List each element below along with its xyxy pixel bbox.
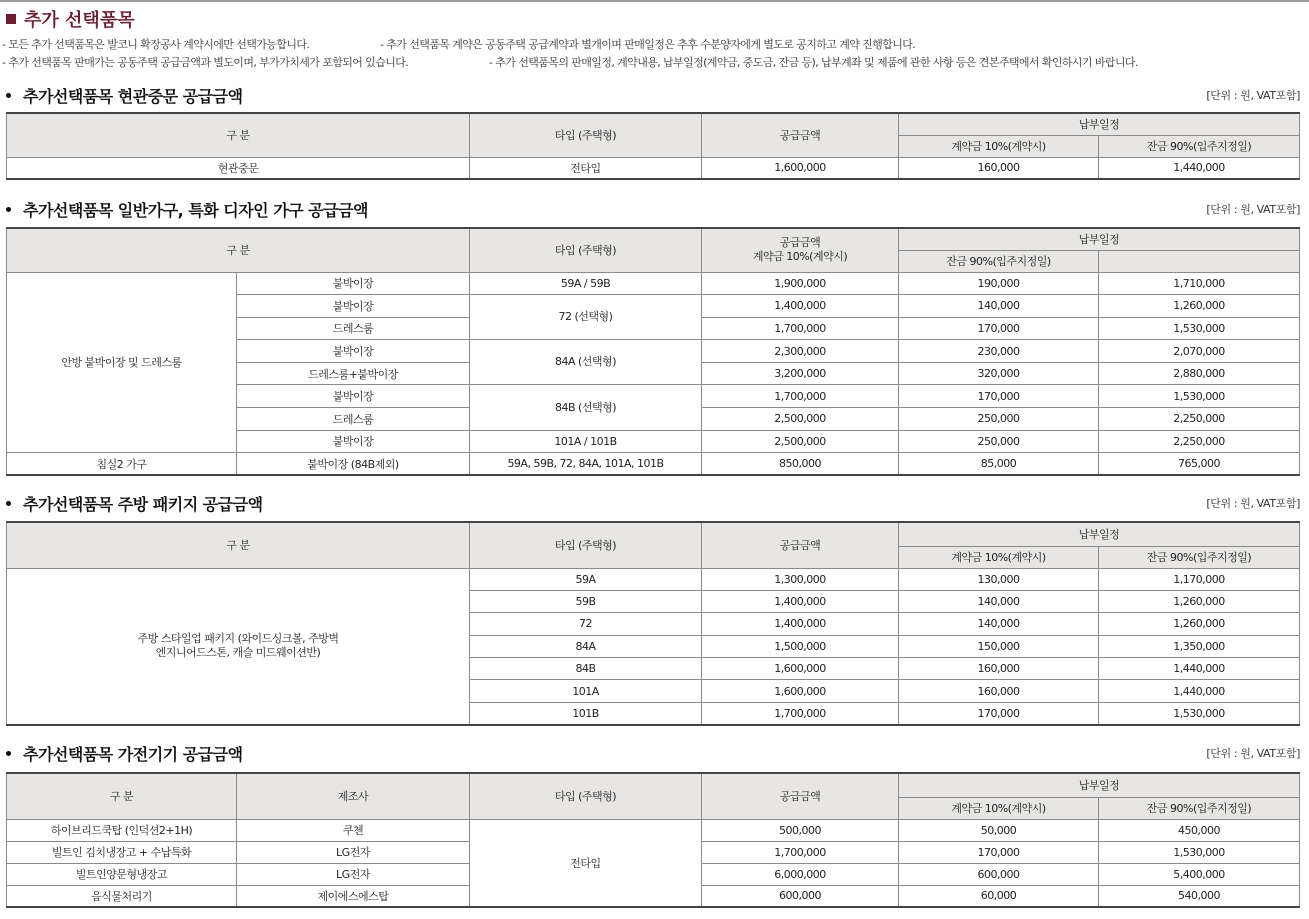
header-gubun: 구 분 <box>7 522 470 568</box>
price-cell: 1,600,000 <box>702 680 899 702</box>
type-cell: 전타입 <box>470 819 702 907</box>
header-schedule: 납부일정 <box>899 113 1300 135</box>
deposit-cell: 320,000 <box>899 362 1099 385</box>
header-deposit: 계약금 10%(계약시) <box>899 797 1099 819</box>
price-cell: 3,200,000 <box>702 362 899 385</box>
price-cell: 1,700,000 <box>702 702 899 724</box>
balance-cell: 2,070,000 <box>1099 340 1300 363</box>
price-cell: 1,400,000 <box>702 613 899 635</box>
header-schedule: 납부일정 <box>899 228 1300 250</box>
section-3-header <box>6 490 1300 516</box>
deposit-cell: 230,000 <box>899 340 1099 363</box>
deposit-cell: 170,000 <box>899 702 1099 724</box>
page-title <box>6 6 135 32</box>
deposit-cell: 150,000 <box>899 635 1099 657</box>
maker-cell: LG전자 <box>237 841 470 863</box>
price-cell: 2,300,000 <box>702 340 899 363</box>
balance-cell: 2,250,000 <box>1099 408 1300 431</box>
price-cell: 1,500,000 <box>702 635 899 657</box>
item-cell: 붙박이장 (84B제외) <box>237 453 470 476</box>
item-cell: 빌트인양문형냉장고 <box>7 863 237 885</box>
unit-label: [단위 : 원, VAT포함] <box>1206 497 1300 510</box>
price-cell: 1,400,000 <box>702 590 899 612</box>
type-cell: 전타입 <box>470 157 702 179</box>
balance-cell: 1,440,000 <box>1099 157 1300 179</box>
item-cell: 현관중문 <box>7 157 470 179</box>
item-cell: 붙박이장 <box>237 295 470 318</box>
balance-cell: 1,440,000 <box>1099 680 1300 702</box>
header-maker: 제조사 <box>237 773 470 819</box>
item-cell: 붙박이장 <box>237 430 470 453</box>
price-cell: 1,400,000 <box>702 295 899 318</box>
table-row <box>7 819 1300 841</box>
header-price-line1: 공급금액 <box>779 236 821 250</box>
type-cell: 101A / 101B <box>470 430 702 453</box>
type-cell: 59A <box>470 568 702 590</box>
type-cell: 59B <box>470 590 702 612</box>
section-3-title-text: 추가선택품목 주방 패키지 공급금액 <box>23 494 263 514</box>
header-balance: 잔금 90%(입주지정일) <box>899 250 1099 272</box>
header-price: 공급금액 <box>702 522 899 568</box>
maker-cell: LG전자 <box>237 863 470 885</box>
type-cell: 101B <box>470 702 702 724</box>
balance-cell: 1,350,000 <box>1099 635 1300 657</box>
price-cell: 1,600,000 <box>702 157 899 179</box>
deposit-cell: 190,000 <box>899 272 1099 295</box>
item-cell: 드레스룸 <box>237 408 470 431</box>
note-3: - 추가 선택품목 판매가는 공동주택 공급금액과 별도이며, 부가가치세가 포함되어 있습니다. <box>2 56 409 69</box>
balance-cell: 1,260,000 <box>1099 590 1300 612</box>
header-type: 타입 (주택형) <box>470 113 702 157</box>
header-empty <box>1099 250 1300 272</box>
item-cell: 음식물처리기 <box>7 885 237 907</box>
bullet-icon <box>6 207 11 212</box>
balance-cell: 5,400,000 <box>1099 863 1300 885</box>
header-deposit: 계약금 10%(계약시) <box>899 546 1099 568</box>
price-cell: 2,500,000 <box>702 430 899 453</box>
table-row <box>7 157 1300 179</box>
type-cell: 59A, 59B, 72, 84A, 101A, 101B <box>470 453 702 476</box>
type-cell: 101A <box>470 680 702 702</box>
top-divider <box>0 0 1309 2</box>
deposit-cell: 160,000 <box>899 157 1099 179</box>
balance-cell: 1,170,000 <box>1099 568 1300 590</box>
deposit-cell: 50,000 <box>899 819 1099 841</box>
type-cell: 84A <box>470 635 702 657</box>
balance-cell: 1,530,000 <box>1099 385 1300 408</box>
deposit-cell: 250,000 <box>899 430 1099 453</box>
deposit-cell: 85,000 <box>899 453 1099 476</box>
deposit-cell: 170,000 <box>899 317 1099 340</box>
section-2-title <box>6 198 368 221</box>
maker-cell: 쿠첸 <box>237 819 470 841</box>
item-cell: 붙박이장 <box>237 340 470 363</box>
section-1-title-text: 추가선택품목 현관중문 공급금액 <box>23 86 243 106</box>
notes-row-2 <box>2 54 1302 72</box>
section-4-header <box>6 740 1300 766</box>
price-cell: 1,600,000 <box>702 658 899 680</box>
square-bullet-icon <box>6 14 16 24</box>
item-cell: 하이브리드쿡탑 (인덕션2+1H) <box>7 819 237 841</box>
section-2-title-text: 추가선택품목 일반가구, 특화 디자인 가구 공급금액 <box>23 200 369 220</box>
note-2: - 추가 선택품목 계약은 공동주택 공급계약과 별개이며 판매일정은 추후 수분양자에게 별도로 공지하고 계약 진행합니다. <box>380 38 916 51</box>
header-gubun: 구 분 <box>7 113 470 157</box>
item-cell: 붙박이장 <box>237 385 470 408</box>
header-price: 공급금액 <box>702 773 899 819</box>
header-balance: 잔금 90%(입주지정일) <box>1099 797 1300 819</box>
type-cell: 84B (선택형) <box>470 385 702 430</box>
maker-cell: 제이에스에스탑 <box>237 885 470 907</box>
deposit-cell: 250,000 <box>899 408 1099 431</box>
type-cell: 84A (선택형) <box>470 340 702 385</box>
price-cell: 600,000 <box>702 885 899 907</box>
balance-cell: 540,000 <box>1099 885 1300 907</box>
table-row <box>7 272 1300 295</box>
item-cell: 드레스룸+붙박이장 <box>237 362 470 385</box>
price-cell: 1,900,000 <box>702 272 899 295</box>
section-4-title-text: 추가선택품목 가전기기 공급금액 <box>23 744 243 764</box>
header-schedule: 납부일정 <box>899 522 1300 546</box>
deposit-cell: 170,000 <box>899 385 1099 408</box>
notes-block <box>2 36 1302 72</box>
deposit-cell: 60,000 <box>899 885 1099 907</box>
appliance-table <box>6 772 1300 908</box>
balance-cell: 765,000 <box>1099 453 1300 476</box>
balance-cell: 1,440,000 <box>1099 658 1300 680</box>
item-cell: 빌트인 김치냉장고 + 수납특화 <box>7 841 237 863</box>
section-3-title <box>6 492 263 515</box>
deposit-cell: 600,000 <box>899 863 1099 885</box>
unit-label: [단위 : 원, VAT포함] <box>1206 89 1300 102</box>
unit-label: [단위 : 원, VAT포함] <box>1206 203 1300 216</box>
furniture-table <box>6 227 1300 476</box>
bullet-icon <box>6 501 11 506</box>
group-cell: 주방 스타일업 패키지 (와이드싱크볼, 주방벽 엔지니어드스톤, 캐슬 미드웨이션반) <box>7 568 470 725</box>
table-row <box>7 453 1300 476</box>
entrance-door-table <box>6 112 1300 180</box>
bullet-icon <box>6 751 11 756</box>
balance-cell: 1,530,000 <box>1099 317 1300 340</box>
header-schedule: 납부일정 <box>899 773 1300 797</box>
header-gubun: 구 분 <box>7 773 237 819</box>
price-cell: 500,000 <box>702 819 899 841</box>
deposit-cell: 140,000 <box>899 613 1099 635</box>
deposit-cell: 140,000 <box>899 590 1099 612</box>
kitchen-package-table <box>6 521 1300 726</box>
note-4: - 추가 선택품목의 판매일정, 계약내용, 납부일정(계약금, 중도금, 잔금 등), 납부계좌 및 제품에 관한 사항 등은 견본주택에서 확인하시기 바랍니다. <box>489 56 1138 69</box>
section-1-title <box>6 84 243 107</box>
deposit-cell: 130,000 <box>899 568 1099 590</box>
note-1: - 모든 추가 선택품목은 발코니 확장공사 계약시에만 선택가능합니다. <box>2 38 310 51</box>
item-cell: 붙박이장 <box>237 272 470 295</box>
header-deposit: 계약금 10%(계약시) <box>899 135 1099 157</box>
section-4-title <box>6 742 243 765</box>
header-price <box>702 228 899 272</box>
balance-cell: 1,260,000 <box>1099 613 1300 635</box>
header-balance: 잔금 90%(입주지정일) <box>1099 135 1300 157</box>
group-cell: 침실2 가구 <box>7 453 237 476</box>
section-2-header <box>6 196 1300 222</box>
table-row <box>7 568 1300 590</box>
balance-cell: 450,000 <box>1099 819 1300 841</box>
price-cell: 6,000,000 <box>702 863 899 885</box>
balance-cell: 1,710,000 <box>1099 272 1300 295</box>
balance-cell: 1,530,000 <box>1099 841 1300 863</box>
price-cell: 2,500,000 <box>702 408 899 431</box>
price-cell: 1,700,000 <box>702 317 899 340</box>
section-1-header <box>6 82 1300 108</box>
deposit-cell: 170,000 <box>899 841 1099 863</box>
item-cell: 드레스룸 <box>237 317 470 340</box>
notes-row-1 <box>2 36 1302 54</box>
bullet-icon <box>6 93 11 98</box>
unit-label: [단위 : 원, VAT포함] <box>1206 747 1300 760</box>
header-price: 공급금액 <box>702 113 899 157</box>
deposit-cell: 140,000 <box>899 295 1099 318</box>
deposit-cell: 160,000 <box>899 680 1099 702</box>
header-balance: 잔금 90%(입주지정일) <box>1099 546 1300 568</box>
price-cell: 1,700,000 <box>702 841 899 863</box>
header-type: 타입 (주택형) <box>470 522 702 568</box>
deposit-cell: 160,000 <box>899 658 1099 680</box>
price-cell: 1,300,000 <box>702 568 899 590</box>
type-cell: 72 <box>470 613 702 635</box>
price-cell: 850,000 <box>702 453 899 476</box>
page-title-text: 추가 선택품목 <box>24 10 135 31</box>
balance-cell: 1,260,000 <box>1099 295 1300 318</box>
price-cell: 1,700,000 <box>702 385 899 408</box>
type-cell: 59A / 59B <box>470 272 702 295</box>
header-gubun: 구 분 <box>7 228 470 272</box>
balance-cell: 2,880,000 <box>1099 362 1300 385</box>
balance-cell: 2,250,000 <box>1099 430 1300 453</box>
group-cell: 안방 붙박이장 및 드레스룸 <box>7 272 237 453</box>
balance-cell: 1,530,000 <box>1099 702 1300 724</box>
type-cell: 84B <box>470 658 702 680</box>
header-price-line2: 계약금 10%(계약시) <box>752 250 848 264</box>
type-cell: 72 (선택형) <box>470 295 702 340</box>
header-type: 타입 (주택형) <box>470 228 702 272</box>
header-type: 타입 (주택형) <box>470 773 702 819</box>
